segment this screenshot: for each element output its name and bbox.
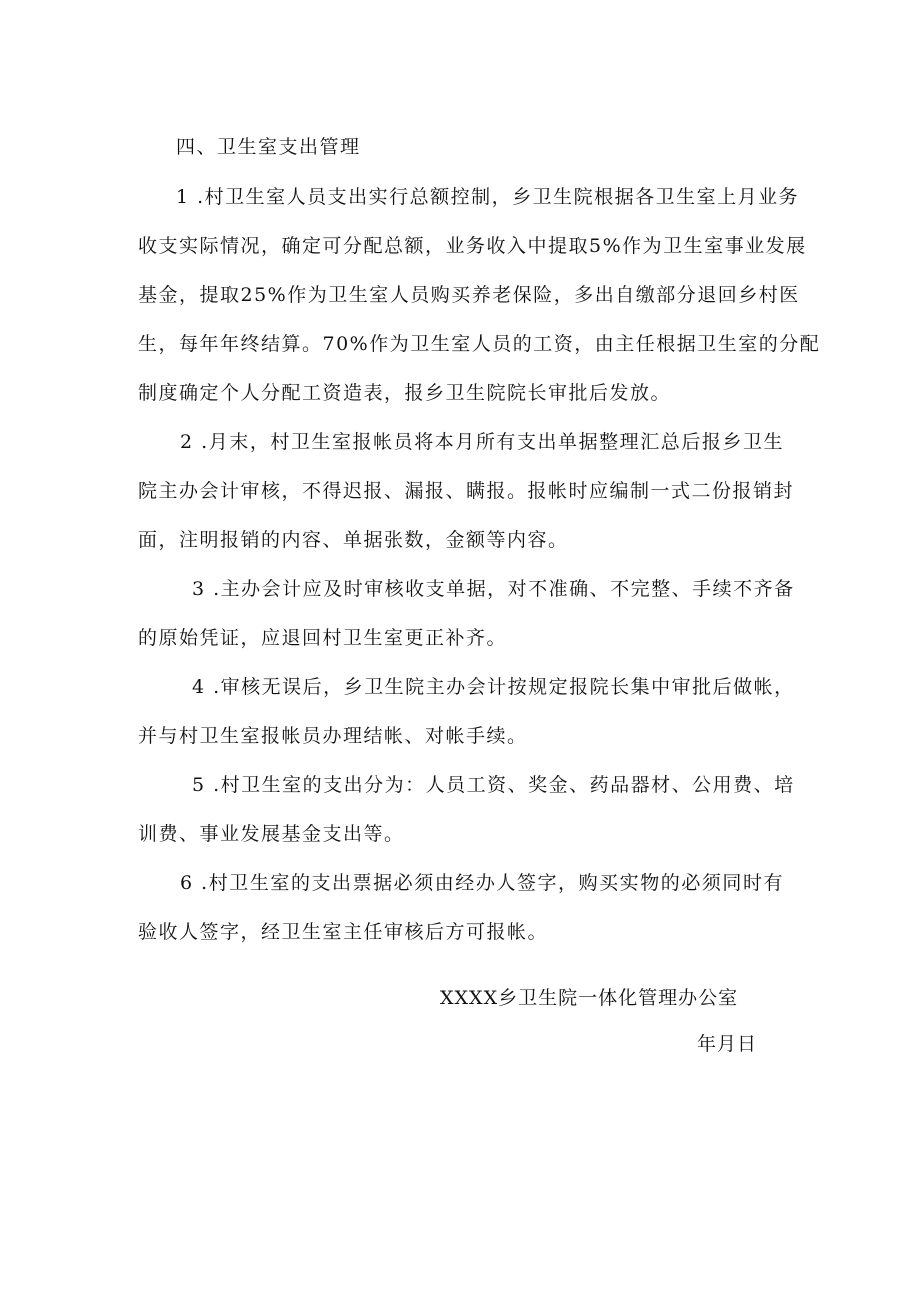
- paragraph-5-line-2: 训费、事业发展基金支出等。: [138, 823, 405, 845]
- paragraph-1-line-4: 生，每年年终结算。70%作为卫生室人员的工资，由主任根据卫生室的分配: [138, 333, 821, 355]
- paragraph-1-line-3: 基金，提取25%作为卫生室人员购买养老保险，多出自缴部分退回乡村医: [138, 284, 800, 306]
- signature-organization: XXXX乡卫生院一体化管理办公室: [440, 987, 739, 1009]
- paragraph-1-line-1: 1 .村卫生室人员支出实行总额控制，乡卫生院根据各卫生室上月业务: [176, 186, 800, 208]
- paragraph-4-line-2: 并与村卫生室报帐员办理结帐、对帐手续。: [138, 725, 528, 747]
- paragraph-6-line-1: 6 .村卫生室的支出票据必须由经办人签字，购买实物的必须同时有: [180, 872, 784, 894]
- paragraph-3-line-1: 3 .主办会计应及时审核收支单据，对不准确、不完整、手续不齐备: [192, 578, 795, 600]
- paragraph-2-line-3: 面，注明报销的内容、单据张数，金额等内容。: [138, 529, 569, 551]
- paragraph-2-line-1: 2 .月末，村卫生室报帐员将本月所有支出单据整理汇总后报乡卫生: [180, 431, 784, 453]
- paragraph-4-line-1: 4 .审核无误后，乡卫生院主办会计按规定报院长集中审批后做帐，: [192, 676, 795, 698]
- section-heading: 四、卫生室支出管理: [176, 136, 361, 158]
- paragraph-6-line-2: 验收人签字，经卫生室主任审核后方可报帐。: [138, 921, 549, 943]
- paragraph-3-line-2: 的原始凭证，应退回村卫生室更正补齐。: [138, 627, 508, 649]
- paragraph-1-line-2: 收支实际情况，确定可分配总额，业务收入中提取5%作为卫生室事业发展: [138, 235, 807, 257]
- paragraph-5-line-1: 5 .村卫生室的支出分为：人员工资、奖金、药品器材、公用费、培: [192, 774, 795, 796]
- signature-date: 年月日: [697, 1033, 758, 1055]
- paragraph-2-line-2: 院主办会计审核，不得迟报、漏报、瞒报。报帐时应编制一式二份报销封: [138, 480, 795, 502]
- paragraph-1-line-5: 制度确定个人分配工资造表，报乡卫生院院长审批后发放。: [138, 382, 672, 404]
